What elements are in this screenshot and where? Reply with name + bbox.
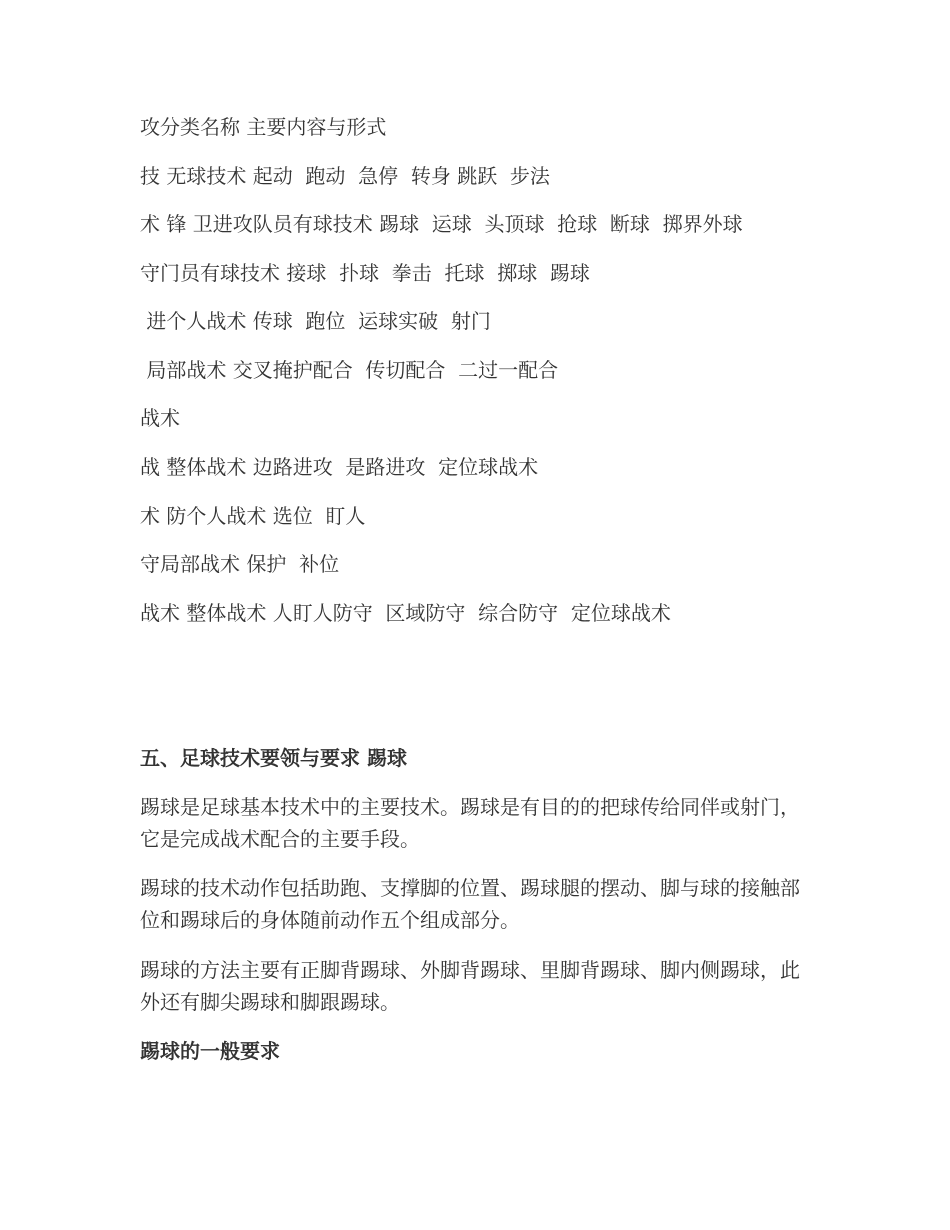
paragraph: 踢球的方法主要有正脚背踢球、外脚背踢球、里脚背踢球、脚内侧踢球，此外还有脚尖踢球和脚跟踢球。: [140, 958, 800, 1014]
table-line: 进个人战术 传球 跑位 运球实破 射门: [140, 309, 491, 333]
paragraph: 踢球是足球基本技术中的主要技术。踢球是有目的的把球传给同伴或射门，它是完成战术配合的主要手段。: [140, 795, 800, 851]
table-line: 术 锋 卫进攻队员有球技术 踢球 运球 头顶球 抢球 断球 掷界外球: [140, 212, 743, 236]
table-line: 守局部战术 保护 补位: [140, 552, 340, 576]
paragraph: 踢球的技术动作包括助跑、支撑脚的位置、踢球腿的摆动、脚与球的接触部位和踢球后的身体随前动作五个组成部分。: [140, 876, 800, 932]
table-line: 局部战术 交叉掩护配合 传切配合 二过一配合: [140, 358, 559, 382]
table-line: 战术 整体战术 人盯人防守 区域防守 综合防守 定位球战术: [140, 601, 671, 625]
table-line: 技 无球技术 起动 跑动 急停 转身 跳跃 步法: [140, 164, 550, 188]
table-line: 守门员有球技术 接球 扑球 拳击 托球 掷球 踢球: [140, 261, 590, 285]
table-line: 术 防个人战术 选位 盯人: [140, 504, 366, 528]
section-heading: 五、足球技术要领与要求 踢球: [140, 746, 407, 770]
table-line: 攻分类名称 主要内容与形式: [140, 115, 387, 139]
table-line: 战术: [140, 406, 180, 430]
table-line: 战 整体战术 边路进攻 是路进攻 定位球战术: [140, 455, 539, 479]
section-subheading: 踢球的一般要求: [140, 1039, 280, 1063]
